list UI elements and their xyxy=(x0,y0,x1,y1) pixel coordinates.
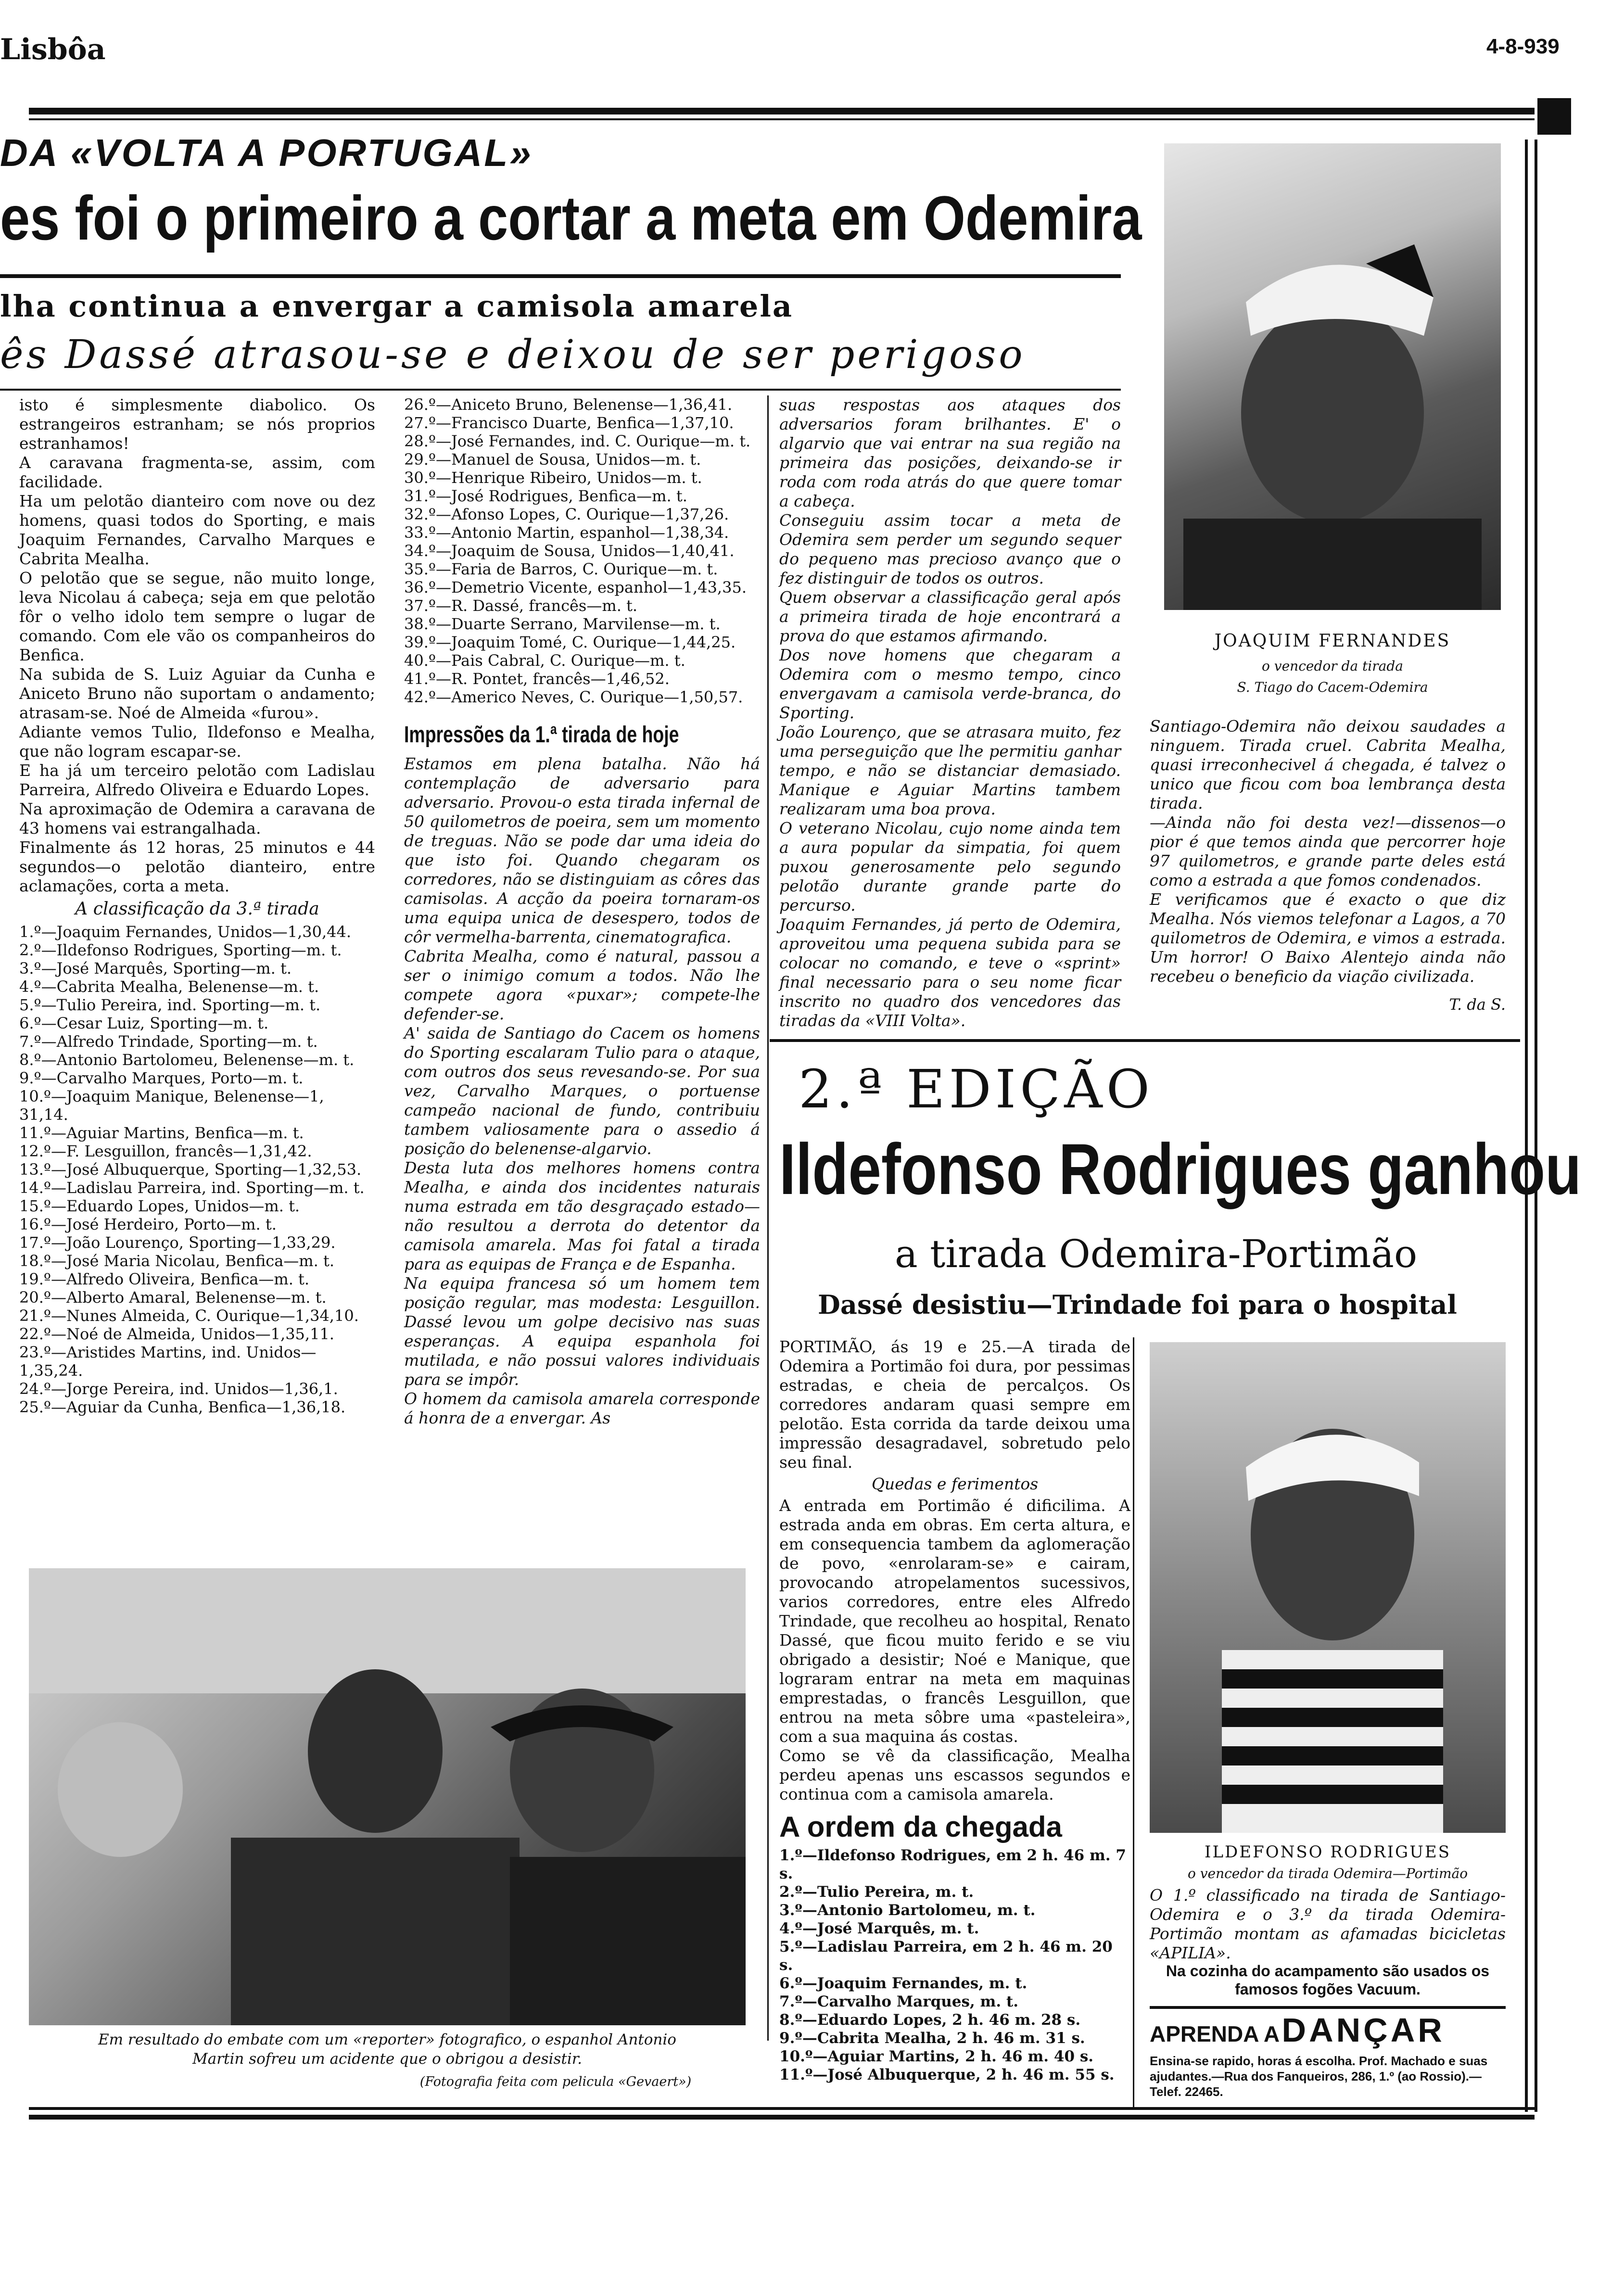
list-item: 3.º—Antonio Bartolomeu, m. t. xyxy=(779,1902,1036,1919)
list-item: 10.º—Aguiar Martins, 2 h. 46 m. 40 s. xyxy=(779,2048,1094,2065)
list-item: 36.º—Demetrio Vicente, espanhol—1,43,35. xyxy=(404,578,747,597)
list-item: 7.º—Alfredo Trindade, Sporting—m. t. xyxy=(19,1032,318,1051)
paragraph: O 1.º classificado na tirada de Santiago-Odemira e o 3.º da tirada Odemira-Portimão montam as afamadas bicicletas «APILIA». xyxy=(1150,1886,1506,1962)
paragraph: Na equipa francesa só um homem tem posição regular, mas modesta: Lesguillon. Dassé levou um golpe decisivo nas suas esperanças. A equipa espanhola foi mutilada, e não possui valores individuais para se impôr. xyxy=(404,1274,760,1389)
paragraph: Joaquim Fernandes, já perto de Odemira, aproveitou uma pequena subida para se colocar no comando, e teve o «sprint» final necessario para o seu nome ficar inscrito no quadro dos vencedores das tiradas da «VIII Volta». xyxy=(779,915,1121,1030)
edition-sub: Dassé desistiu—Trindade foi para o hospital xyxy=(818,1289,1457,1320)
paragraph: O pelotão que se segue, não muito longe, leva Nicolau á cabeça; seja em que pelotão fôr o velho idolo tem sempre o lugar de comando. Com ele vão os companheiros do Benfica. xyxy=(19,569,375,664)
list-item: 29.º—Manuel de Sousa, Unidos—m. t. xyxy=(404,450,701,469)
photo2-name: ILDEFONSO RODRIGUES xyxy=(1205,1842,1451,1862)
paragraph: O homem da camisola amarela corresponde á honra de a envergar. As xyxy=(404,1389,760,1427)
list-item: 39.º—Joaquim Tomé, C. Ourique—1,44,25. xyxy=(404,633,736,651)
list-item: 27.º—Francisco Duarte, Benfica—1,37,10. xyxy=(404,414,734,432)
list-item: 20.º—Alberto Amaral, Belenense—m. t. xyxy=(19,1288,327,1307)
list-item: 13.º—José Albuquerque, Sporting—1,32,53. xyxy=(19,1160,362,1179)
ad-rule xyxy=(1150,2006,1506,2009)
paragraph: E ha já um terceiro pelotão com Ladislau Parreira, Alfredo Oliveira e Eduardo Lopes. xyxy=(19,761,375,799)
list-item: 6.º—Joaquim Fernandes, m. t. xyxy=(779,1975,1028,1992)
bottom-rule xyxy=(29,2107,1535,2110)
list-item: 10.º—Joaquim Manique, Belenense—1, 31,14. xyxy=(19,1087,324,1124)
masthead-name: Lisbôa xyxy=(0,33,106,66)
list-item: 2.º—Ildefonso Rodrigues, Sporting—m. t. xyxy=(19,941,342,959)
paragraph: João Lourenço, que se atrasara muito, fez uma perseguição que lhe permitiu ganhar tempo, e não se distanciar demasiado. Manique e Aguiar Martins tambem realizaram uma boa prova. xyxy=(779,723,1121,818)
list-item: 24.º—Jorge Pereira, ind. Unidos—1,36,1. xyxy=(19,1380,338,1398)
photo3-caption-1: Em resultado do embate com um «reporter» fotografico, o espanhol Antonio xyxy=(98,2031,676,2048)
photo1-name: JOAQUIM FERNANDES xyxy=(1214,631,1451,651)
list-item: 3.º—José Marquês, Sporting—m. t. xyxy=(19,959,292,978)
paragraph: Cabrita Mealha, como é natural, passou a ser o inimigo comum a todos. Não lhe compete agora «puxar»; compete-lhe defender-se. xyxy=(404,947,760,1023)
paragraph: Na aproximação de Odemira a caravana de 43 homens vai estrangalhada. xyxy=(19,800,375,838)
paragraph: PORTIMÃO, ás 19 e 25.—A tirada de Odemira a Portimão foi dura, por pessimas estradas, e cheia de percalços. Os corredores andaram quasi sempre em pelotão. Esta corrida da tarde deixou uma impressão desagradavel, sobretudo pelo seu final. xyxy=(779,1337,1130,1472)
list-item: 8.º—Eduardo Lopes, 2 h. 46 m. 28 s. xyxy=(779,2011,1081,2029)
portrait-illustration xyxy=(1150,1342,1506,1833)
list-item: 26.º—Aniceto Bruno, Belenense—1,36,41. xyxy=(404,395,733,414)
paragraph: Conseguiu assim tocar a meta de Odemira sem perder um segundo sequer do pequeno mas precioso avanço que o fez distinguir de todos os outros. xyxy=(779,511,1121,587)
list-item: 31.º—José Rodrigues, Benfica—m. t. xyxy=(404,487,687,505)
photo-joaquim-fernandes xyxy=(1164,143,1501,610)
list-item: 19.º—Alfredo Oliveira, Benfica—m. t. xyxy=(19,1270,310,1288)
classification-list xyxy=(404,395,760,706)
list-item: 28.º—José Fernandes, ind. C. Ourique—m. t. xyxy=(404,432,751,450)
headline-rule-2 xyxy=(0,389,1121,391)
photo3-caption-3: (Fotografia feita com pelicula «Gevaert») xyxy=(419,2074,692,2089)
list-item: 6.º—Cesar Luiz, Sporting—m. t. xyxy=(19,1014,269,1032)
headline-main: es foi o primeiro a cortar a meta em Odemira xyxy=(0,183,1142,253)
list-item: 11.º—Aguiar Martins, Benfica—m. t. xyxy=(19,1124,304,1142)
column-6 xyxy=(1150,1886,1506,1963)
ad-dance-b: DANÇAR xyxy=(1281,2011,1445,2049)
portrait-illustration xyxy=(1164,143,1501,610)
list-item: 17.º—João Lourenço, Sporting—1,33,29. xyxy=(19,1233,336,1252)
divider xyxy=(1133,1337,1134,2107)
list-item: 4.º—Cabrita Mealha, Belenense—m. t. xyxy=(19,978,319,996)
ad-dance-headline xyxy=(1150,2011,1506,2049)
photo-illustration xyxy=(29,1568,746,2025)
impressions-title: Impressões da 1.ª tirada de hoje xyxy=(404,722,679,748)
edition-headline: Ildefonso Rodrigues ganhou xyxy=(779,1129,1582,1209)
list-item: 40.º—Pais Cabral, C. Ourique—m. t. xyxy=(404,651,685,670)
list-item: 8.º—Antonio Bartolomeu, Belenense—m. t. xyxy=(19,1051,355,1069)
paragraph: Adiante vemos Tulio, Ildefonso e Mealha, que não logram escapar-se. xyxy=(19,723,375,761)
list-item: 14.º—Ladislau Parreira, ind. Sporting—m. t. xyxy=(19,1179,365,1197)
list-item: 5.º—Tulio Pereira, ind. Sporting—m. t. xyxy=(19,996,321,1014)
edition-headline-2: a tirada Odemira-Portimão xyxy=(895,1232,1418,1276)
ordem-title: A ordem da chegada xyxy=(779,1811,1062,1843)
ad-vacuum: Na cozinha do acampamento são usados os famosos fogões Vacuum. xyxy=(1166,1962,1490,1998)
ordem-list xyxy=(779,1846,1130,2084)
paragraph: Estamos em plena batalha. Não há contemplação de adversario para adversario. Provou-o esta tirada infernal de 50 quilometros de poeira, sem um momento de treguas. Não se pode dar uma ideia do que isto foi. Quando chegaram os corredores, não se distinguiam as côres das camisolas. A acção da poeira tornaram-os uma equipa unica de desespero, todos de côr vermelha-barrenta, cinematografica. xyxy=(404,754,760,946)
paragraph: Desta luta dos melhores homens contra Mealha, e ainda dos incidentes naturais numa estrada em tão desgraçado estado—não resultou a derrota do detentor da camisola amarela. Mas foi fatal a tirada para as equipas de França e de Espanha. xyxy=(404,1158,760,1273)
quedas-title: Quedas e ferimentos xyxy=(871,1474,1039,1493)
list-item: 41.º—R. Pontet, francês—1,46,52. xyxy=(404,670,670,688)
right-bar xyxy=(1537,98,1571,135)
headline-sub1: lha continua a envergar a camisola amarela xyxy=(0,289,794,324)
paragraph: Como se vê da classificação, Mealha perdeu apenas uns escassos segundos e continua com a camisola amarela. xyxy=(779,1746,1130,1803)
list-item: 18.º—José Maria Nicolau, Benfica—m. t. xyxy=(19,1252,334,1270)
list-item: 7.º—Carvalho Marques, m. t. xyxy=(779,1993,1019,2010)
edition-rule xyxy=(770,1039,1520,1042)
paragraph: Na subida de S. Luiz Aguiar da Cunha e Aniceto Bruno não suportam o andamento; atrasam-se. Noé de Almeida «furou». xyxy=(19,665,375,722)
list-item: 12.º—F. Lesguillon, francês—1,31,42. xyxy=(19,1142,312,1160)
list-item: 4.º—José Marquês, m. t. xyxy=(779,1920,979,1937)
list-item: 37.º—R. Dassé, francês—m. t. xyxy=(404,597,638,615)
list-item: 1.º—Ildefonso Rodrigues, em 2 h. 46 m. 7 s. xyxy=(779,1847,1126,1882)
edition-label: 2.ª EDIÇÃO xyxy=(799,1058,1154,1120)
photo2-caption: o vencedor da tirada Odemira—Portimão xyxy=(1187,1866,1468,1881)
photo1-caption-2: S. Tiago do Cacem-Odemira xyxy=(1237,679,1428,695)
paragraph: isto é simplesmente diabolico. Os estrangeiros estranham; se nós proprios estranhamos! xyxy=(19,395,375,453)
top-rule-thin xyxy=(29,118,1535,120)
list-item: 22.º—Noé de Almeida, Unidos—1,35,11. xyxy=(19,1325,334,1343)
list-item: 42.º—Americo Neves, C. Ourique—1,50,57. xyxy=(404,688,743,706)
classification-title: A classificação da 3.ª tirada xyxy=(75,899,319,919)
paragraph: Santiago-Odemira não deixou saudades a ninguem. Tirada cruel. Cabrita Mealha, quasi irreconhecivel á chegada, é talvez o unico que ficou com boa lembrança desta tirada. xyxy=(1150,717,1506,813)
list-item: 34.º—Joaquim de Sousa, Unidos—1,40,41. xyxy=(404,542,735,560)
headline-kicker: DA «VOLTA A PORTUGAL» xyxy=(0,131,533,174)
bottom-rule-2 xyxy=(29,2115,1535,2120)
headline-rule xyxy=(0,274,1121,278)
top-rule xyxy=(29,108,1535,114)
column-4 xyxy=(1150,717,1506,1014)
list-item: 1.º—Joaquim Fernandes, Unidos—1,30,44. xyxy=(19,923,352,941)
paragraph: suas respostas aos ataques dos adversarios foram brilhantes. E' o algarvio que vai entrar na sua região na primeira das posições, deixando-se ir roda com roda atrás do que quere tomar a cabeça. xyxy=(779,395,1121,510)
masthead-date: 4-8-939 xyxy=(1486,35,1560,58)
list-item: 23.º—Aristides Martins, ind. Unidos—1,35,24. xyxy=(19,1343,317,1380)
paragraph: Ha um pelotão dianteiro com nove ou dez homens, quasi todos do Sporting, e mais Joaquim Fernandes, Carvalho Marques e Cabrita Mealha. xyxy=(19,492,375,568)
photo-accident xyxy=(29,1568,746,2025)
list-item: 21.º—Nunes Almeida, C. Ourique—1,34,10. xyxy=(19,1307,359,1325)
signature: T. da S. xyxy=(1449,995,1506,1014)
paragraph: A caravana fragmenta-se, assim, com facilidade. xyxy=(19,453,375,491)
list-item: 30.º—Henrique Ribeiro, Unidos—m. t. xyxy=(404,469,702,487)
paragraph: Quem observar a classificação geral após a primeira tirada de hoje encontrará a prova do que estamos afirmando. xyxy=(779,588,1121,645)
list-item: 2.º—Tulio Pereira, m. t. xyxy=(779,1883,974,1901)
paragraph: Finalmente ás 12 horas, 25 minutos e 44 segundos—o pelotão dianteiro, entre aclamações, corta a meta. xyxy=(19,838,375,895)
list-item: 25.º—Aguiar da Cunha, Benfica—1,36,18. xyxy=(19,1398,346,1416)
photo-ildefonso-rodrigues xyxy=(1150,1342,1506,1833)
paragraph: E verificamos que é exacto o que diz Mealha. Nós viemos telefonar a Lagos, a 70 quilometros de Odemira, e vimos a estrada. Um horror! O Baixo Alentejo ainda não recebeu o beneficio da viação civilizada. xyxy=(1150,890,1506,986)
list-item: 33.º—Antonio Martin, espanhol—1,38,34. xyxy=(404,523,729,542)
column-1 xyxy=(19,395,375,1416)
list-item: 9.º—Cabrita Mealha, 2 h. 46 m. 31 s. xyxy=(779,2030,1085,2047)
column-5 xyxy=(779,1337,1130,2084)
paragraph: A entrada em Portimão é dificilima. A estrada anda em obras. Em certa altura, e em consequencia tambem da aglomeração de povo, «enrolaram-se» e cairam, provocando atropelamentos sucessivos, varios corredores, entre eles Alfredo Trindade, que recolheu ao hospital, Renato Dassé, que ficou muito ferido e se viu obrigado a desistir; Noé e Manique, que lograram entrar na meta em maquinas emprestadas, o francês Lesguillon, que entrou na meta sôbre uma «pasteleira», com a sua maquina ás costas. xyxy=(779,1496,1130,1746)
list-item: 11.º—José Albuquerque, 2 h. 46 m. 55 s. xyxy=(779,2066,1115,2083)
paragraph: O veterano Nicolau, cujo nome ainda tem a aura popular da simpatia, foi quem puxou generosamente pelo segundo pelotão durante grande parte do percurso. xyxy=(779,819,1121,914)
headline-sub2: ês Dassé atrasou-se e deixou de ser perigoso xyxy=(0,332,1026,378)
paragraph: Dos nove homens que chegaram a Odemira com o mesmo tempo, cinco envergavam a camisola verde-branca, do Sporting. xyxy=(779,646,1121,722)
photo3-caption-2: Martin sofreu um acidente que o obrigou a desistir. xyxy=(192,2050,583,2068)
list-item: 38.º—Duarte Serrano, Marvilense—m. t. xyxy=(404,615,721,633)
ad-dance-text: Ensina-se rapido, horas á escolha. Prof. Machado e suas ajudantes.—Rua dos Fanqueiros, 286, 1.º (ao Rossio).—Telef. 22465. xyxy=(1150,2054,1488,2099)
list-item: 15.º—Eduardo Lopes, Unidos—m. t. xyxy=(19,1197,300,1215)
classification-list xyxy=(19,923,375,1416)
column-2 xyxy=(404,395,760,1428)
list-item: 32.º—Afonso Lopes, C. Ourique—1,37,26. xyxy=(404,505,729,523)
paragraph: A' saida de Santiago do Cacem os homens do Sporting escalaram Tulio para o ataque, com outros dos seus revesando-se. Por sua vez, Carvalho Marques, o portuense campeão nacional de fundo, contribuiu tambem valiosamente para o assedio á posição do belenense-algarvio. xyxy=(404,1024,760,1158)
list-item: 16.º—José Herdeiro, Porto—m. t. xyxy=(19,1215,277,1233)
photo1-caption-1: o vencedor da tirada xyxy=(1262,658,1403,674)
list-item: 35.º—Faria de Barros, C. Ourique—m. t. xyxy=(404,560,718,578)
divider xyxy=(767,395,769,2041)
list-item: 5.º—Ladislau Parreira, em 2 h. 46 m. 20 s. xyxy=(779,1938,1113,1974)
list-item: 9.º—Carvalho Marques, Porto—m. t. xyxy=(19,1069,304,1087)
ad-dance-a: APRENDA A xyxy=(1150,2021,1280,2046)
column-3 xyxy=(779,395,1121,1030)
paragraph: —Ainda não foi desta vez!—dissenos—o pior é que temos ainda que percorrer hoje 97 quilometros, e grande parte deles está como a estrada a que fomos condenados. xyxy=(1150,813,1506,889)
